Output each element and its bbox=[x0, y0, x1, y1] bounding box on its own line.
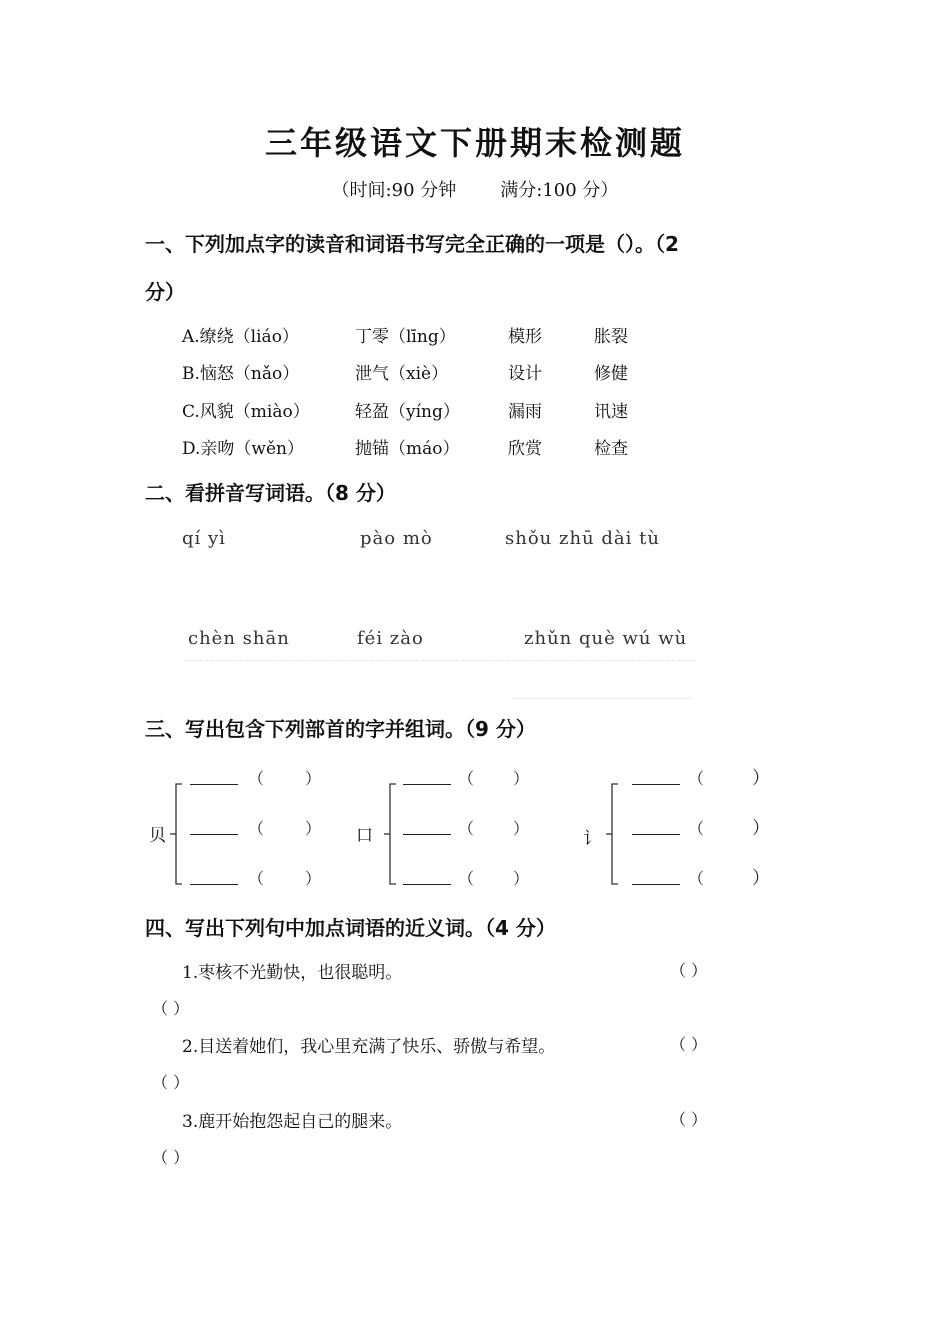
pinyin-4: chèn shān bbox=[188, 628, 290, 649]
answer-blank[interactable] bbox=[190, 766, 238, 785]
option-d-word1: D.亲吻（wěn） bbox=[182, 439, 304, 459]
pinyin-1: qí yì bbox=[182, 528, 226, 549]
paren-close: ） bbox=[752, 768, 770, 789]
option-c-word2: 轻盈（yíng） bbox=[355, 402, 460, 422]
answer-blank[interactable] bbox=[632, 816, 680, 835]
exam-info bbox=[0, 176, 950, 202]
radical-yan: 讠 bbox=[583, 829, 600, 849]
exam-score: 满分:100 分） bbox=[500, 180, 619, 201]
bracket-icon bbox=[168, 782, 190, 888]
section4-heading: 四、写出下列句中加点词语的近义词。（4 分） bbox=[145, 916, 556, 940]
paren-open: （ bbox=[458, 819, 475, 838]
option-b-word4: 修健 bbox=[594, 364, 628, 384]
answer-blank[interactable] bbox=[190, 866, 238, 885]
answer-blank[interactable] bbox=[403, 866, 451, 885]
paren-open: （ bbox=[248, 869, 265, 888]
option-a-word4: 胀裂 bbox=[594, 327, 628, 347]
pinyin-3: shǒu zhū dài tù bbox=[505, 528, 660, 549]
paren-close: ） bbox=[513, 769, 530, 788]
sentence-1: 1.枣核不光勤快，也很聪明。 bbox=[182, 963, 403, 983]
bracket-icon bbox=[604, 782, 626, 888]
answer-blank[interactable] bbox=[403, 766, 451, 785]
answer-paren-2[interactable]: （ ） bbox=[670, 1035, 708, 1054]
option-b-word3: 设计 bbox=[508, 364, 542, 384]
option-d-word4: 检查 bbox=[594, 439, 628, 459]
page-title: 三年级语文下册期末检测题 bbox=[264, 124, 685, 162]
writing-guide-line bbox=[512, 698, 692, 699]
answer-blank[interactable] bbox=[632, 766, 680, 785]
answer-paren-2b[interactable]: （ ） bbox=[152, 1073, 190, 1092]
option-d-word3: 欣赏 bbox=[508, 439, 542, 459]
option-b-word1: B.恼怒（nǎo） bbox=[182, 364, 300, 384]
section2-heading: 二、看拼音写词语。（8 分） bbox=[145, 481, 396, 505]
sentence-2: 2.目送着她们，我心里充满了快乐、骄傲与希望。 bbox=[182, 1037, 556, 1057]
pinyin-6: zhǔn què wú wù bbox=[524, 628, 688, 649]
radical-bei: 贝 bbox=[149, 826, 166, 846]
answer-blank[interactable] bbox=[403, 816, 451, 835]
option-a-word1: A.缭绕（liáo） bbox=[182, 327, 299, 347]
pinyin-5: féi zào bbox=[357, 628, 424, 649]
writing-guide-line bbox=[185, 660, 695, 661]
paren-open: （ bbox=[458, 869, 475, 888]
paren-open: （ bbox=[688, 819, 705, 838]
paren-close: ） bbox=[305, 769, 322, 788]
answer-paren-3[interactable]: （ ） bbox=[670, 1110, 708, 1129]
exam-time: （时间:90 分钟 bbox=[331, 180, 457, 201]
paren-close: ） bbox=[305, 869, 322, 888]
option-b-word2: 泄气（xiè） bbox=[355, 364, 449, 384]
option-a-word2: 丁零（līng） bbox=[355, 327, 456, 347]
pinyin-2: pào mò bbox=[360, 528, 433, 549]
answer-paren-1[interactable]: （ ） bbox=[670, 961, 708, 980]
option-c-word1: C.风貌（miào） bbox=[182, 402, 310, 422]
answer-blank[interactable] bbox=[190, 816, 238, 835]
paren-close: ） bbox=[752, 818, 770, 839]
option-c-word4: 讯速 bbox=[594, 402, 628, 422]
paren-close: ） bbox=[513, 819, 530, 838]
section3-heading: 三、写出包含下列部首的字并组词。（9 分） bbox=[145, 717, 536, 741]
option-d-word2: 抛锚（máo） bbox=[355, 439, 460, 459]
paren-open: （ bbox=[688, 769, 705, 788]
section1-heading: 一、下列加点字的读音和词语书写完全正确的一项是（）。（2 bbox=[145, 232, 679, 256]
paren-close: ） bbox=[305, 819, 322, 838]
option-a-word3: 模形 bbox=[508, 327, 542, 347]
answer-paren-3b[interactable]: （ ） bbox=[152, 1148, 190, 1167]
bracket-icon bbox=[382, 782, 404, 888]
section1-heading-cont: 分） bbox=[145, 280, 185, 304]
sentence-3: 3.鹿开始抱怨起自己的腿来。 bbox=[182, 1112, 403, 1132]
paren-open: （ bbox=[248, 819, 265, 838]
paren-close: ） bbox=[752, 868, 770, 889]
option-c-word3: 漏雨 bbox=[508, 402, 542, 422]
paren-close: ） bbox=[513, 869, 530, 888]
paren-open: （ bbox=[248, 769, 265, 788]
answer-paren-1b[interactable]: （ ） bbox=[152, 999, 190, 1018]
radical-kou: 口 bbox=[356, 826, 373, 846]
paren-open: （ bbox=[458, 769, 475, 788]
paren-open: （ bbox=[688, 869, 705, 888]
answer-blank[interactable] bbox=[632, 866, 680, 885]
